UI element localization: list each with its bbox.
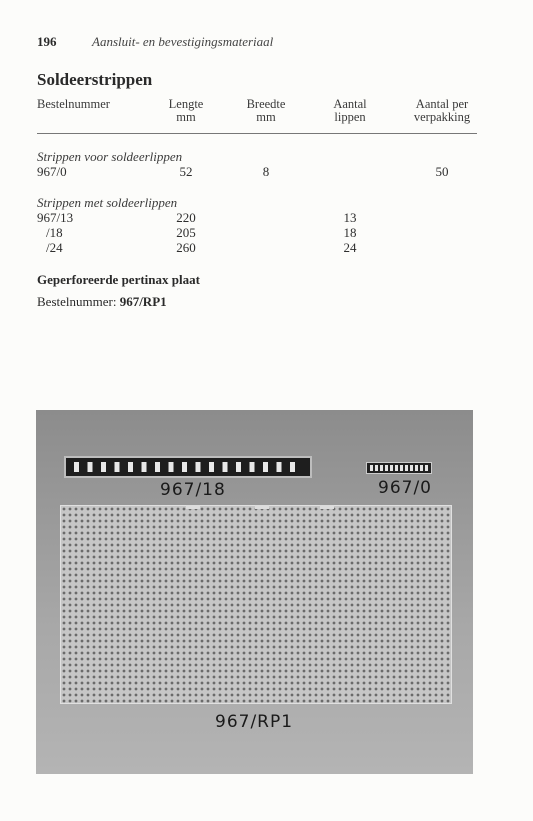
table-row-length: 260 [176, 240, 196, 255]
group-heading-strips-with-lugs: Strippen met soldeerlippen [37, 195, 178, 210]
column-header-pack-quantity: Aantal per verpakking [413, 97, 471, 124]
running-title: Aansluit- en bevestigingsmateriaal [92, 34, 274, 49]
photo-label-short-strip: 967/0 [378, 478, 432, 498]
table-row-order: /24 [46, 240, 63, 255]
column-header-order-number: Bestelnummer [37, 97, 110, 111]
column-header-width: Breedte mm [246, 97, 286, 124]
table-row-length: 52 [179, 164, 193, 179]
board-notch [186, 505, 200, 509]
table-header-rule [37, 133, 477, 134]
page-number: 196 [37, 34, 57, 49]
table-row-lug-count: 24 [343, 240, 357, 255]
board-notch [320, 505, 334, 509]
column-header-length: Lengte mm [168, 97, 204, 124]
table-row-length: 220 [176, 210, 196, 225]
perforated-board [60, 505, 452, 704]
pertinax-plate-title: Geperforeerde pertinax plaat [37, 272, 200, 287]
column-header-lug-count: Aantal lippen [333, 97, 367, 124]
table-row-order: 967/13 [37, 210, 74, 225]
table-row-pack-quantity: 50 [435, 164, 449, 179]
table-row-lug-count: 13 [343, 210, 357, 225]
order-label: Bestelnummer: [37, 294, 117, 309]
table-row-width: 8 [262, 164, 270, 179]
table-row-order: /18 [46, 225, 63, 240]
table-row-lug-count: 18 [343, 225, 357, 240]
solder-strip-long [64, 456, 312, 478]
table-row-length: 205 [176, 225, 196, 240]
table-row-order: 967/0 [37, 164, 67, 179]
photo-label-board: 967/RP1 [215, 712, 294, 732]
solder-strip-short [366, 462, 432, 474]
pertinax-order-line [37, 294, 167, 310]
section-title: Soldeerstrippen [37, 70, 153, 89]
photo-label-long-strip: 967/18 [160, 480, 226, 500]
group-heading-strips-for-lugs: Strippen voor soldeerlippen [37, 149, 183, 164]
order-value: 967/RP1 [119, 294, 167, 309]
board-notch [255, 505, 269, 509]
